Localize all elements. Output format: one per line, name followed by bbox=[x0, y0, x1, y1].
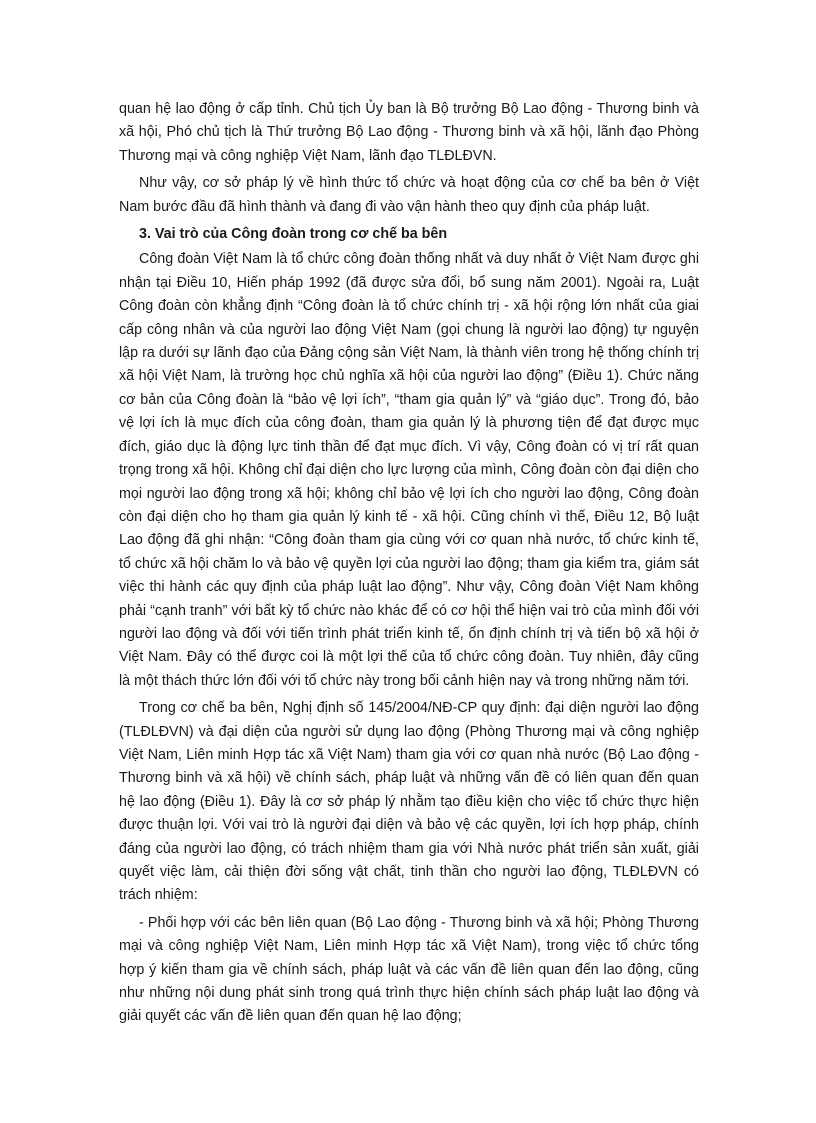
bullet-item: - Phối hợp với các bên liên quan (Bộ Lao động - Thương binh và xã hội; Phòng Thương mại và công nghiệp Việt Nam, Liên minh Hợp tác xã Việt Nam), trong việc tổ chức tổng hợp ý kiến tham gia về chính sách, pháp luật và các vấn đề liên quan đến lao động, cũng như những nội dung phát sinh trong quá trình thực hiện chính sách pháp luật lao động và giải quyết các vấn đề liên quan đến quan hệ lao động; bbox=[119, 914, 699, 1025]
paragraph-union-role: Công đoàn Việt Nam là tổ chức công đoàn thống nhất và duy nhất ở Việt Nam được ghi nhận tại Điều 10, Hiến pháp 1992 (đã được sửa đổi, bổ sung năm 2001). Ngoài ra, Luật Công đoàn còn khẳng định “Công đoàn là tổ chức chính trị - xã hội rộng lớn nhất của giai cấp công nhân và của người lao động Việt Nam (gọi chung là người lao động) tự nguyện lập ra dưới sự lãnh đạo của Đảng cộng sản Việt Nam, là thành viên trong hệ thống chính trị xã hội Việt Nam, là trường học chủ nghĩa xã hội của người lao động” (Điều 1). Chức năng cơ bản của Công đoàn là “bảo vệ lợi ích”, “tham gia quản lý” và “giáo dục”. Trong đó, bảo vệ lợi ích là mục đích của công đoàn, tham gia quản lý là phương tiện để đạt được mục đích, giáo dục là động lực tinh thần để đạt mục đích. Vì vậy, Công đoàn có vị trí rất quan trọng trong xã hội. Không chỉ đại diện cho lực lượng của mình, Công đoàn còn đại diện cho mọi người lao động trong xã hội; không chỉ bảo vệ lợi ích cho người lao động, Công đoàn còn đại diện cho họ tham gia quản lý kinh tế - xã hội. Cũng chính vì thế, Điều 12, Bộ luật Lao động đã ghi nhận: “Công đoàn tham gia cùng với cơ quan nhà nước, tổ chức kinh tế, tổ chức xã hội chăm lo và bảo vệ quyền lợi của người lao động; tham gia kiểm tra, giám sát việc thi hành các quy định của pháp luật lao động”. Như vậy, Công đoàn Việt Nam không phải “cạnh tranh” với bất kỳ tổ chức nào khác để có cơ hội thể hiện vai trò của mình đối với người lao động và đối với tiến trình phát triển kinh tế, ổn định chính trị và tiến bộ xã hội ở Việt Nam. Đây có thể được coi là một lợi thế của tổ chức công đoàn. Tuy nhiên, đây cũng là một thách thức lớn đối với tổ chức này trong bối cảnh hiện nay và trong những năm tới. bbox=[119, 251, 699, 689]
document-page bbox=[119, 98, 699, 1029]
section-heading: 3. Vai trò của Công đoàn trong cơ chế ba bên bbox=[139, 226, 448, 243]
paragraph-conclusion: Như vậy, cơ sở pháp lý về hình thức tổ chức và hoạt động của cơ chế ba bên ở Việt Nam bước đầu đã hình thành và đang đi vào vận hành theo quy định của pháp luật. bbox=[119, 175, 699, 215]
paragraph-intro: quan hệ lao động ở cấp tỉnh. Chủ tịch Ủy ban là Bộ trưởng Bộ Lao động - Thương binh và xã hội, Phó chủ tịch là Thứ trưởng Bộ Lao động - Thương binh và xã hội, lãnh đạo Phòng Thương mại và công nghiệp Việt Nam, lãnh đạo TLĐLĐVN. bbox=[119, 101, 699, 164]
paragraph-tripartite: Trong cơ chế ba bên, Nghị định số 145/2004/NĐ-CP quy định: đại diện người lao động (TLĐLĐVN) và đại diện của người sử dụng lao động (Phòng Thương mại và công nghiệp Việt Nam, Liên minh Hợp tác xã Việt Nam) tham gia với cơ quan nhà nước (Bộ Lao động - Thương binh và xã hội) về chính sách, pháp luật và những vấn đề có liên quan đến quan hệ lao động (Điều 1). Đây là cơ sở pháp lý nhằm tạo điều kiện cho việc tổ chức thực hiện được thuận lợi. Với vai trò là người đại diện và bảo vệ các quyền, lợi ích hợp pháp, chính đáng của người lao động, có trách nhiệm tham gia với Nhà nước phát triển sản xuất, giải quyết việc làm, cải thiện đời sống vật chất, tinh thần cho người lao động, TLĐLĐVN có trách nhiệm: bbox=[119, 700, 699, 904]
